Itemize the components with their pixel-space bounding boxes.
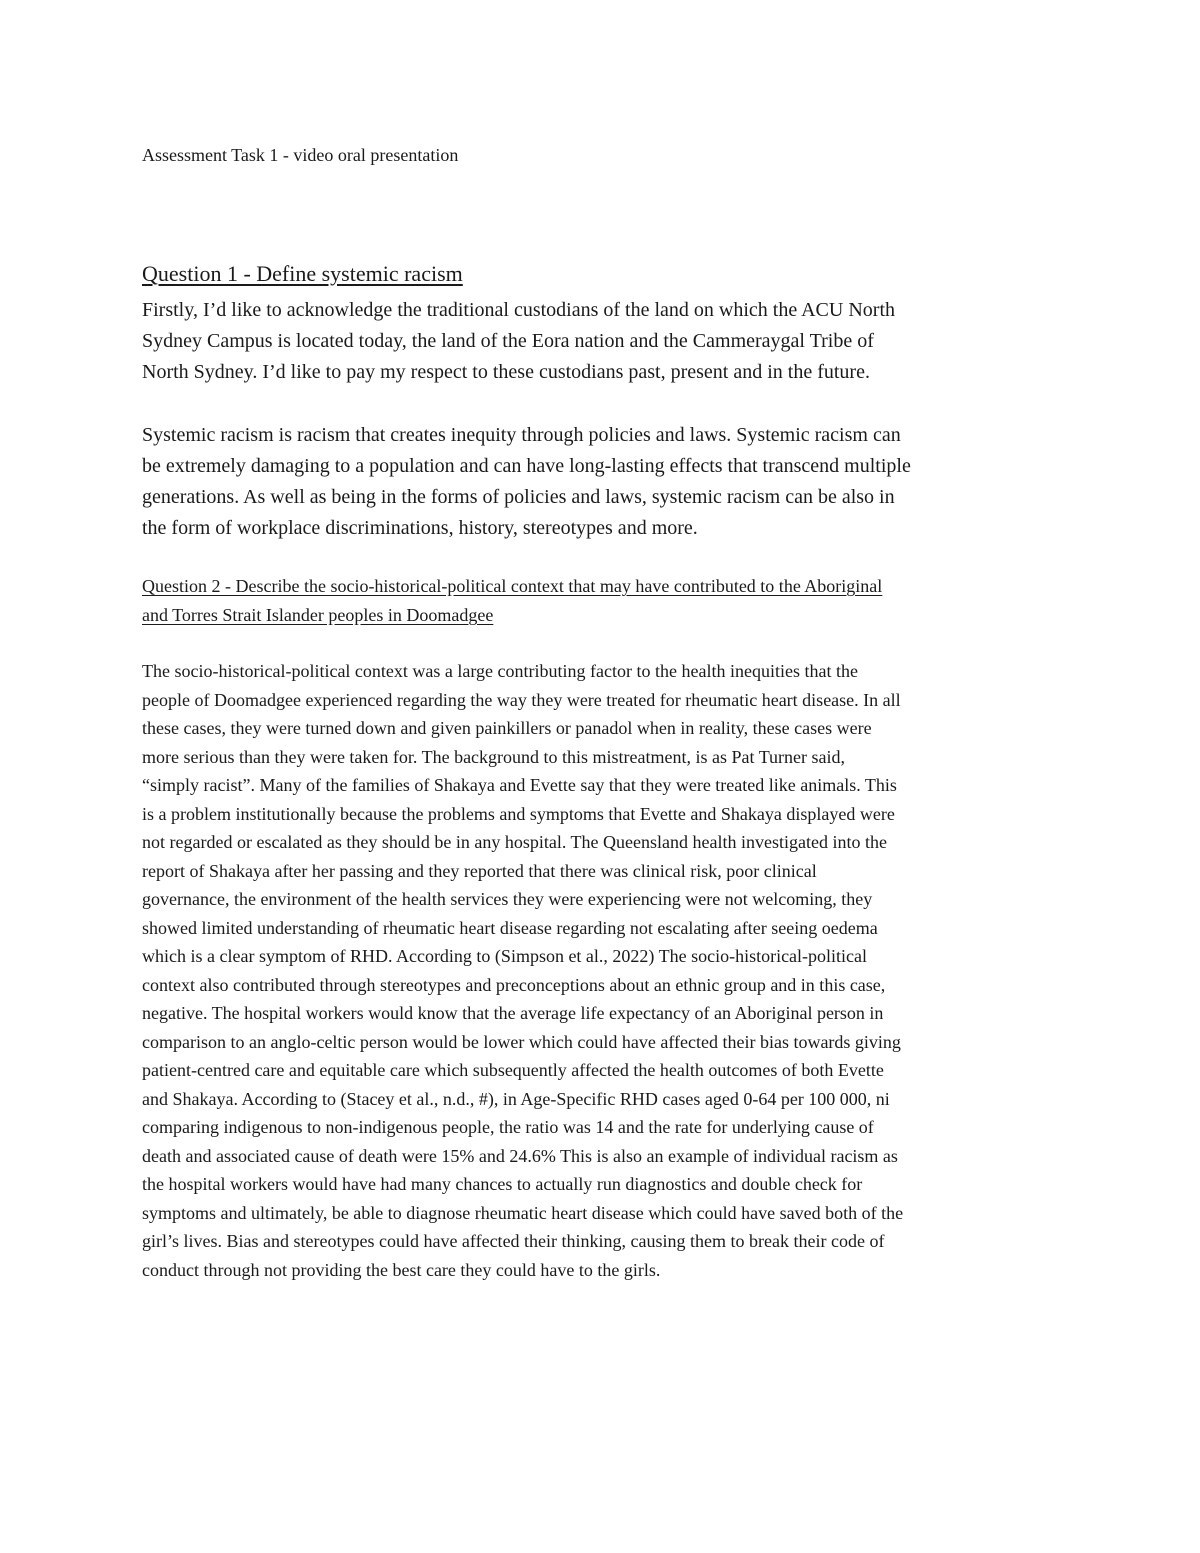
question-1-heading: Question 1 - Define systemic racism (142, 261, 463, 286)
body-line: is a problem institutionally because the problems and symptoms that Evette and Shakaya displayed were (142, 803, 895, 824)
body-line: conduct through not providing the best care they could have to the girls. (142, 1259, 661, 1280)
question-2-heading (142, 572, 1062, 630)
body-line: girl’s lives. Bias and stereotypes could have affected their thinking, causing them to break their code of (142, 1231, 885, 1251)
paragraph-line: North Sydney. I’d like to pay my respect to these custodians past, present and in the future. (142, 361, 870, 383)
body-line: “simply racist”. Many of the families of Shakaya and Evette say that they were treated like animals. This (142, 775, 897, 795)
body-line: comparing indigenous to non-indigenous people, the ratio was 14 and the rate for underlying cause of (142, 1117, 874, 1137)
question-1-paragraph-2 (142, 420, 1062, 544)
body-line: death and associated cause of death were 15% and 24.6% This is also an example of individual racism as (142, 1145, 898, 1166)
body-line: showed limited understanding of rheumatic heart disease regarding not escalating after seeing oedema (142, 917, 878, 938)
body-line: negative. The hospital workers would know that the average life expectancy of an Aboriginal person in (142, 1003, 884, 1023)
paragraph-line: Systemic racism is racism that creates inequity through policies and laws. Systemic racism can (142, 424, 901, 446)
body-line: symptoms and ultimately, be able to diagnose rheumatic heart disease which could have saved both of the (142, 1202, 904, 1223)
document-title: Assessment Task 1 - video oral presentation (142, 145, 459, 165)
body-line: comparison to an anglo-celtic person would be lower which could have affected their bias towards giving (142, 1031, 901, 1052)
paragraph-line: be extremely damaging to a population and can have long-lasting effects that transcend multiple (142, 455, 911, 477)
body-line: the hospital workers would have had many chances to actually run diagnostics and double check for (142, 1174, 863, 1194)
body-line: governance, the environment of the health services they were experiencing were not welcoming, they (142, 889, 873, 909)
body-line: which is a clear symptom of RHD. According to (Simpson et al., 2022) The socio-historical-political (142, 946, 868, 966)
paragraph-line: generations. As well as being in the forms of policies and laws, systemic racism can be also in (142, 486, 895, 508)
body-line: more serious than they were taken for. The background to this mistreatment, is as Pat Turner said, (142, 746, 846, 767)
heading-line: Question 2 - Describe the socio-historical-political context that may have contributed to the Aboriginal (142, 576, 883, 596)
paragraph-line: the form of workplace discriminations, history, stereotypes and more. (142, 517, 698, 539)
paragraph-line: Sydney Campus is located today, the land of the Eora nation and the Cammeraygal Tribe of (142, 330, 874, 352)
question-1-paragraph-1 (142, 295, 1062, 388)
body-line: report of Shakaya after her passing and they reported that there was clinical risk, poor clinical (142, 860, 817, 881)
body-line: patient-centred care and equitable care which subsequently affected the health outcomes of both Evette (142, 1060, 884, 1080)
heading-line: and Torres Strait Islander peoples in Doomadgee (142, 605, 494, 625)
question-2-body (142, 657, 1082, 1284)
body-line: The socio-historical-political context was a large contributing factor to the health inequities that the (142, 661, 858, 681)
paragraph-line: Firstly, I’d like to acknowledge the traditional custodians of the land on which the ACU North (142, 299, 895, 321)
body-line: and Shakaya. According to (Stacey et al., n.d., #), in Age-Specific RHD cases aged 0-64 per 100 000, ni (142, 1088, 890, 1109)
body-line: not regarded or escalated as they should be in any hospital. The Queensland health investigated into the (142, 832, 887, 852)
body-line: people of Doomadgee experienced regarding the way they were treated for rheumatic heart disease. In all (142, 689, 901, 710)
body-line: context also contributed through stereotypes and preconceptions about an ethnic group and in this case, (142, 974, 886, 995)
body-line: these cases, they were turned down and given painkillers or panadol when in reality, these cases were (142, 718, 872, 738)
